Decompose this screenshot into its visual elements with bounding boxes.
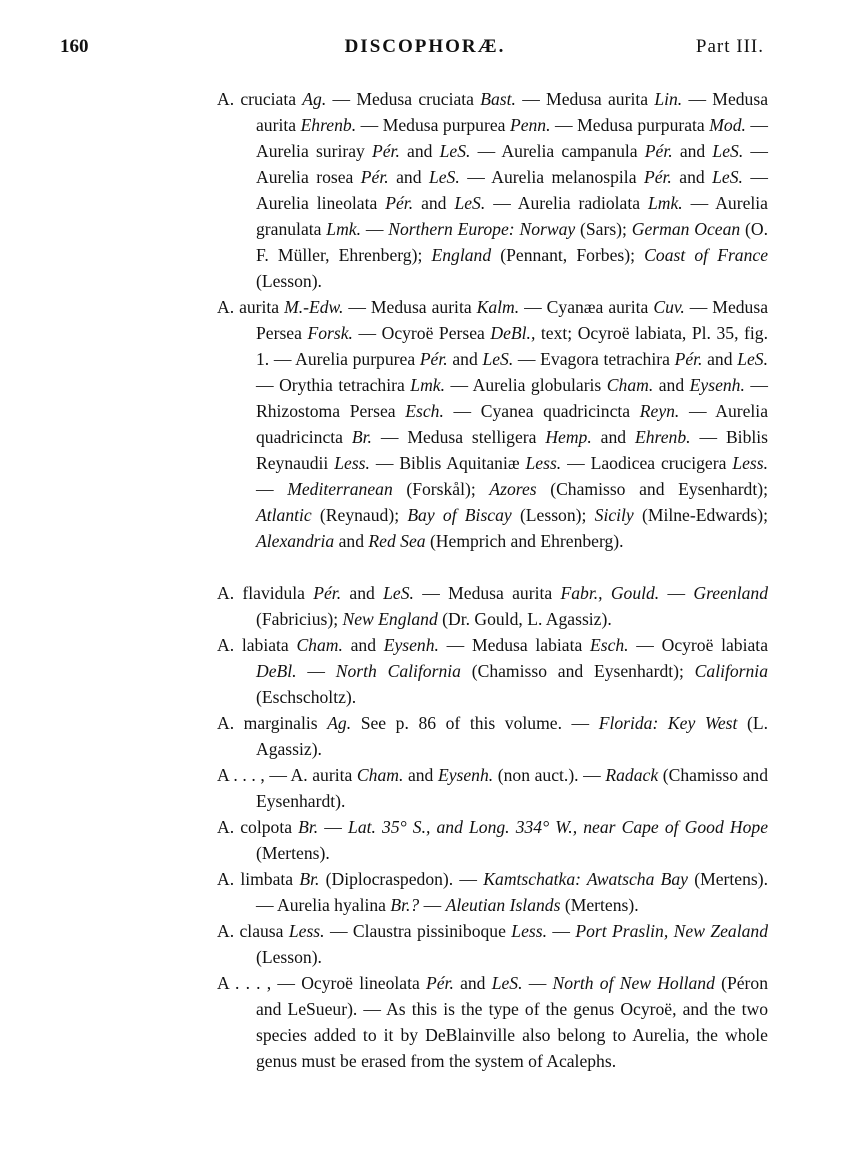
entry-text: — <box>361 219 389 239</box>
entry-text: — Medusa aurita <box>256 89 768 135</box>
entry-text: and <box>403 765 438 785</box>
entry-text: (Mertens). <box>256 843 330 863</box>
entry-text: — Orythia tetrachira <box>256 375 411 395</box>
italic-text: Lat. 35° S., and Long. 334° W., near Cape of Good Hope <box>348 817 768 837</box>
italic-text: Greenland <box>693 583 768 603</box>
entry-text: — Biblis Reynaudii <box>256 427 768 473</box>
entry-text: — Rhizostoma Persea <box>256 375 768 421</box>
entry-text: (Mertens). — Aurelia hyalina <box>256 869 768 915</box>
entry-text: — <box>296 661 336 681</box>
italic-text: Less. <box>732 453 768 473</box>
entry-text: (Chamisso and Eysenhardt). <box>256 765 769 811</box>
italic-text: Eysenh. <box>689 375 745 395</box>
entry-text: A. colpota <box>217 817 299 837</box>
italic-text: Pér. <box>644 141 673 161</box>
italic-text: Ehrenb. <box>300 115 357 135</box>
italic-text: Atlantic <box>256 505 312 525</box>
entry-text: and <box>672 141 713 161</box>
entry-text: — <box>546 921 576 941</box>
italic-text: Less. <box>511 921 547 941</box>
italic-text: Radack <box>605 765 659 785</box>
italic-text: Ag. <box>327 713 352 733</box>
entry-text: text; Ocyroë labiata, Pl. 35, fig. 1. — Aurelia purpurea <box>256 323 768 369</box>
italic-text: Esch. <box>589 635 629 655</box>
species-entry <box>217 918 768 970</box>
entry-text: A. clausa <box>217 921 289 941</box>
italic-text: LeS. <box>737 349 768 369</box>
entry-text: — Aurelia melanospila <box>459 167 644 187</box>
entry-text: — Aurelia granulata <box>256 193 768 239</box>
italic-text: Ag. <box>302 89 327 109</box>
entry-text: and <box>671 167 713 187</box>
italic-text: North of New Holland <box>552 973 715 993</box>
entry-text: — Claustra pissiniboque <box>324 921 512 941</box>
entry-text: and <box>702 349 738 369</box>
entry-text: — Aurelia lineolata <box>256 167 768 213</box>
italic-text: Lmk. <box>326 219 361 239</box>
entry-text: (Mertens). <box>560 895 639 915</box>
entry-text: (Diplocraspedon). — <box>319 869 484 889</box>
entry-text: and <box>591 427 635 447</box>
entry-text: — Medusa cruciata <box>326 89 481 109</box>
italic-text: Esch. <box>405 401 444 421</box>
italic-text: Forsk. <box>307 323 353 343</box>
italic-text: LeS. <box>428 167 460 187</box>
entry-text: — Aurelia quadricincta <box>256 401 768 447</box>
entry-text: and <box>399 141 440 161</box>
entry-text: and <box>334 531 369 551</box>
species-entry <box>217 762 769 814</box>
italic-text: LeS. <box>383 583 414 603</box>
entry-text: A . . . , — Ocyroë lineolata <box>217 973 426 993</box>
species-entry <box>217 866 768 918</box>
italic-text: Port Praslin, New Zealand <box>575 921 768 941</box>
entry-text: — Medusa aurita <box>343 297 477 317</box>
entry-text: and <box>453 973 492 993</box>
italic-text: Kamtschatka: Awatscha Bay <box>483 869 688 889</box>
entry-text: — Medusa Persea <box>256 297 769 343</box>
italic-text: Penn. <box>509 115 551 135</box>
entry-text: — Biblis Aquitaniæ <box>369 453 526 473</box>
species-entry <box>217 710 768 762</box>
running-title: DISCOPHORÆ. <box>344 36 506 57</box>
entry-text: (Hemprich and Ehrenberg). <box>425 531 624 551</box>
italic-text: Eysenh. <box>437 765 494 785</box>
italic-text: North California <box>335 661 461 681</box>
italic-text: LeS. <box>712 167 743 187</box>
italic-text: England <box>431 245 492 265</box>
italic-text: Florida: Key West <box>598 713 738 733</box>
italic-text: Br. <box>351 427 372 447</box>
entry-text: — <box>419 895 446 915</box>
entry-text: (Eschscholtz). <box>256 687 357 707</box>
italic-text: Bay of Biscay <box>407 505 512 525</box>
italic-text: Alexandria <box>256 531 335 551</box>
entry-text: (Sars); <box>575 219 632 239</box>
italic-text: California <box>694 661 768 681</box>
italic-text: Lmk. <box>410 375 445 395</box>
entry-text: (Chamisso and Eysenhardt); <box>460 661 695 681</box>
entry-text: — Evagora tetrachira <box>513 349 675 369</box>
italic-text: LeS. <box>454 193 486 213</box>
entry-text: (Dr. Gould, L. Agassiz). <box>437 609 612 629</box>
entry-text: — Medusa purpurea <box>356 115 510 135</box>
italic-text: Eysenh. <box>383 635 439 655</box>
entry-text: — Aurelia suriray <box>256 115 769 161</box>
entry-text: A. aurita <box>217 297 285 317</box>
italic-text: Coast of France <box>644 245 769 265</box>
italic-text: Red Sea <box>368 531 426 551</box>
entry-text: and <box>341 583 384 603</box>
entry-text: — Ocyroë labiata <box>628 635 768 655</box>
species-entry <box>217 970 768 1074</box>
italic-text: Less. <box>334 453 370 473</box>
entry-text: — Medusa aurita <box>413 583 561 603</box>
entry-text: — Ocyroë Persea <box>352 323 491 343</box>
italic-text: Pér. <box>372 141 400 161</box>
italic-text: Pér. <box>419 349 448 369</box>
entry-text: (Lesson). <box>256 271 322 291</box>
italic-text: Br. <box>298 817 319 837</box>
species-entry <box>217 632 768 710</box>
italic-text: Br.? <box>390 895 420 915</box>
italic-text: LeS. <box>491 973 523 993</box>
species-entry <box>217 814 768 866</box>
species-entry <box>217 86 769 294</box>
italic-text: M.-Edw. <box>284 297 344 317</box>
entry-text: (Pennant, Forbes); <box>491 245 645 265</box>
entry-text: (Reynaud); <box>311 505 408 525</box>
entry-text: and <box>388 167 429 187</box>
entry-text: — <box>659 583 694 603</box>
italic-text: Pér. <box>360 167 389 187</box>
entry-text: A. flavidula <box>217 583 314 603</box>
italic-text: Lin. <box>654 89 683 109</box>
entry-text: — Aurelia radiolata <box>485 193 648 213</box>
italic-text: Mediterranean <box>287 479 393 499</box>
entry-text: — Medusa labiata <box>438 635 590 655</box>
italic-text: LeS. <box>439 141 471 161</box>
italic-text: Northern Europe: Norway <box>388 219 576 239</box>
entry-text: A. marginalis <box>217 713 328 733</box>
entry-text: — Laodicea crucigera <box>561 453 733 473</box>
italic-text: Pér. <box>426 973 454 993</box>
entry-text: (Lesson); <box>511 505 595 525</box>
italic-text: Cuv. <box>653 297 685 317</box>
entry-text: — Aurelia globularis <box>445 375 607 395</box>
italic-text: Less. <box>525 453 562 473</box>
entry-text: — <box>522 973 553 993</box>
part-label: Part III. <box>695 36 764 57</box>
entry-text: and <box>653 375 690 395</box>
italic-text: Aleutian Islands <box>445 895 561 915</box>
italic-text: Reyn. <box>639 401 680 421</box>
entry-text: and <box>342 635 384 655</box>
entry-text: — Cyanæa aurita <box>519 297 654 317</box>
entry-text: (Chamisso and Eysenhardt); <box>536 479 768 499</box>
entry-text: — Cyanea quadricincta <box>443 401 640 421</box>
italic-text: Hemp. <box>545 427 592 447</box>
italic-text: Azores <box>489 479 537 499</box>
entry-text: — Aurelia rosea <box>256 141 769 187</box>
entry-text: — <box>256 479 288 499</box>
italic-text: Bast. <box>480 89 516 109</box>
italic-text: Mod. <box>709 115 746 135</box>
italic-text: Kalm. <box>476 297 520 317</box>
italic-text: Less. <box>288 921 325 941</box>
entry-text: — Medusa purpurata <box>550 115 710 135</box>
entry-text: (O. F. Müller, Ehrenberg); <box>256 219 768 265</box>
italic-text: Cham. <box>606 375 654 395</box>
italic-text: Fabr., Gould. <box>560 583 660 603</box>
italic-text: New England <box>342 609 438 629</box>
italic-text: Pér. <box>385 193 414 213</box>
entry-text: — <box>318 817 349 837</box>
entry-text: (Milne-Edwards); <box>633 505 769 525</box>
entry-text: (Fabricius); <box>256 609 343 629</box>
entry-text: A. limbata <box>217 869 300 889</box>
running-header <box>0 36 850 64</box>
entry-text: and <box>413 193 455 213</box>
italic-text: German Ocean <box>631 219 741 239</box>
entry-text: A. cruciata <box>217 89 303 109</box>
page-number: 160 <box>60 36 89 57</box>
entry-text: — Medusa stelligera <box>371 427 546 447</box>
entry-text: A . . . , — A. aurita <box>217 765 357 785</box>
entry-text: A. labiata <box>217 635 297 655</box>
italic-text: DeBl., <box>490 323 536 343</box>
entry-text: (Lesson). <box>256 947 322 967</box>
italic-text: LeS. <box>482 349 514 369</box>
entry-text: (Péron and LeSueur). — As this is the type of the genus Ocyroë, and the two species added to it by DeBlainville also belong to Aurelia, the whole genus must be erased from the system of Acalephs. <box>256 973 768 1071</box>
entry-text: (non auct.). — <box>493 765 606 785</box>
entry-text: (Forskål); <box>392 479 490 499</box>
italic-text: Pér. <box>313 583 342 603</box>
italic-text: Br. <box>299 869 320 889</box>
entry-text: — Medusa aurita <box>515 89 655 109</box>
species-entry <box>217 580 768 632</box>
italic-text: Cham. <box>356 765 404 785</box>
species-entry <box>217 294 769 554</box>
entry-text: — Aurelia campanula <box>470 141 645 161</box>
italic-text: Sicily <box>594 505 634 525</box>
italic-text: Lmk. <box>647 193 683 213</box>
italic-text: LeS. <box>712 141 744 161</box>
italic-text: Ehrenb. <box>634 427 691 447</box>
italic-text: DeBl. <box>256 661 297 681</box>
italic-text: Pér. <box>643 167 672 187</box>
italic-text: Cham. <box>296 635 343 655</box>
entry-text: See p. 86 of this volume. — <box>351 713 599 733</box>
italic-text: Pér. <box>674 349 703 369</box>
entry-text: (L. Agassiz). <box>256 713 768 759</box>
entry-text: and <box>447 349 483 369</box>
